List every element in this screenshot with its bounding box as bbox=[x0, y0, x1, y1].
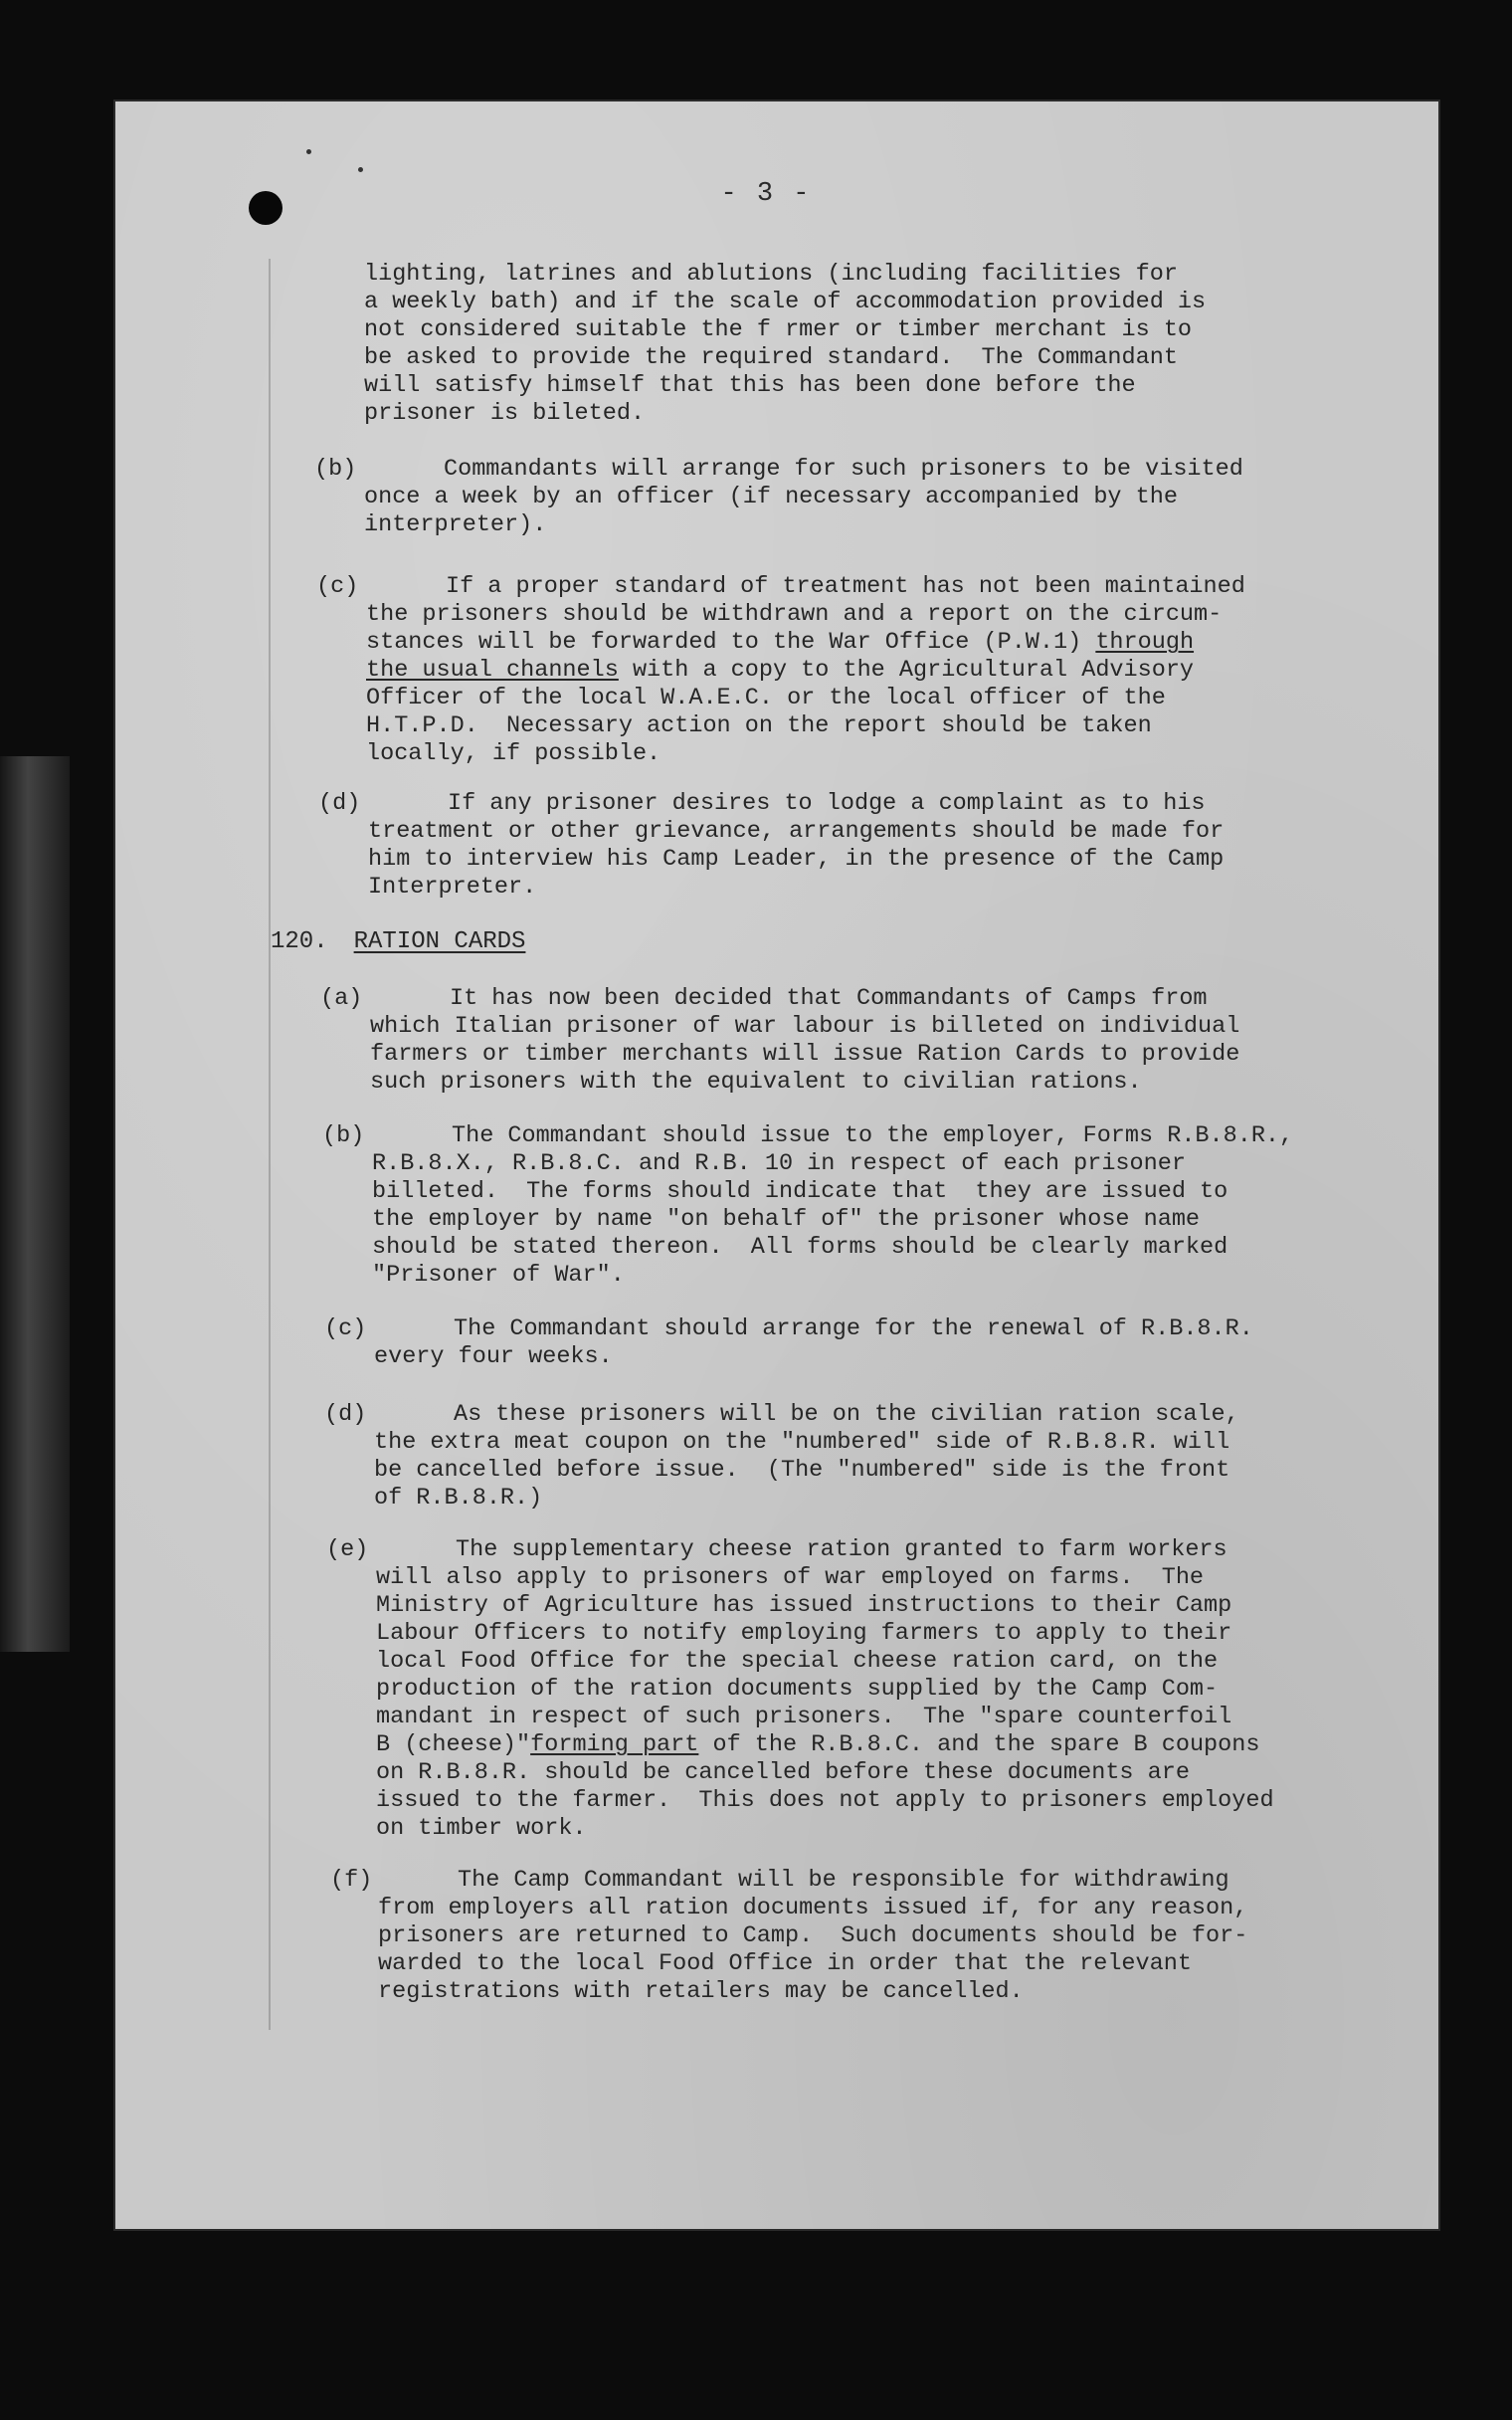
intro-paragraph bbox=[364, 261, 1206, 428]
text-line: lighting, latrines and ablutions (including facilities for bbox=[364, 261, 1178, 288]
text-line: Commandants will arrange for such prisoners to be visited bbox=[444, 456, 1243, 483]
text-line: on R.B.8.R. should be cancelled before these documents are bbox=[376, 1759, 1190, 1786]
text-line: The Camp Commandant will be responsible for withdrawing bbox=[458, 1867, 1229, 1894]
para-d-label: (d) bbox=[318, 790, 361, 817]
sec-f bbox=[378, 1867, 1247, 2006]
para-b-label: (b) bbox=[314, 456, 357, 483]
text-line: local Food Office for the special cheese ration card, on the bbox=[376, 1648, 1219, 1675]
sec-a-label: (a) bbox=[320, 985, 363, 1012]
text-line: prisoner is bileted. bbox=[364, 400, 646, 427]
text-line: should be stated thereon. All forms should be clearly marked bbox=[372, 1234, 1228, 1261]
section-heading bbox=[271, 927, 525, 957]
text-line: on timber work. bbox=[376, 1815, 587, 1842]
margin-rule bbox=[269, 259, 271, 2030]
para-d bbox=[368, 790, 1224, 902]
text-line: registrations with retailers may be cancelled. bbox=[378, 1978, 1024, 2005]
text-line: a weekly bath) and if the scale of accommodation provided is bbox=[364, 289, 1207, 315]
text-line: If a proper standard of treatment has not been maintained bbox=[446, 573, 1245, 600]
sec-c bbox=[374, 1315, 1253, 1371]
text-line bbox=[366, 629, 1245, 657]
text-line: H.T.P.D. Necessary action on the report should be taken bbox=[366, 712, 1152, 739]
text-line: "Prisoner of War". bbox=[372, 1262, 625, 1289]
text-line: not considered suitable the f rmer or timber merchant is to bbox=[364, 316, 1193, 343]
text-line: If any prisoner desires to lodge a complaint as to his bbox=[448, 790, 1206, 817]
sec-b-label: (b) bbox=[322, 1122, 365, 1149]
para-c bbox=[366, 573, 1245, 768]
text-line bbox=[366, 657, 1245, 685]
para-c-label: (c) bbox=[316, 573, 359, 600]
sec-c-label: (c) bbox=[324, 1315, 367, 1342]
text-line: be cancelled before issue. (The "numbered" side is the front bbox=[374, 1457, 1230, 1484]
text-line: issued to the farmer. This does not apply to prisoners employed bbox=[376, 1787, 1274, 1814]
text-line: which Italian prisoner of war labour is billeted on individual bbox=[370, 1013, 1240, 1040]
text-line: him to interview his Camp Leader, in the presence of the Camp bbox=[368, 846, 1225, 873]
text-line: R.B.8.X., R.B.8.C. and R.B. 10 in respect of each prisoner bbox=[372, 1150, 1186, 1177]
text-line: such prisoners with the equivalent to civilian rations. bbox=[370, 1069, 1142, 1096]
text-line: Ministry of Agriculture has issued instructions to their Camp bbox=[376, 1592, 1232, 1619]
text-line: will also apply to prisoners of war employed on farms. The bbox=[376, 1564, 1205, 1591]
text-line: every four weeks. bbox=[374, 1343, 613, 1370]
sec-e-label: (e) bbox=[326, 1536, 369, 1563]
text-line: interpreter). bbox=[364, 511, 547, 538]
text-line: farmers or timber merchants will issue Ration Cards to provide bbox=[370, 1041, 1240, 1068]
text-line: from employers all ration documents issued if, for any reason, bbox=[378, 1895, 1248, 1921]
text-line: of R.B.8.R.) bbox=[374, 1485, 543, 1512]
section-number: 120. bbox=[271, 928, 328, 955]
text-line: As these prisoners will be on the civilian ration scale, bbox=[454, 1401, 1239, 1428]
text-line: The supplementary cheese ration granted to farm workers bbox=[456, 1536, 1228, 1563]
text-line: mandant in respect of such prisoners. The "spare counterfoil bbox=[376, 1704, 1232, 1730]
text-line: Labour Officers to notify employing farmers to apply to their bbox=[376, 1620, 1232, 1647]
text-line: The Commandant should arrange for the renewal of R.B.8.R. bbox=[454, 1315, 1253, 1342]
text-line: the prisoners should be withdrawn and a report on the circum- bbox=[366, 601, 1223, 628]
para-b bbox=[364, 456, 1243, 539]
sec-f-label: (f) bbox=[330, 1867, 373, 1894]
underlined-text: the usual channels bbox=[366, 657, 619, 684]
text-line: be asked to provide the required standard. The Commandant bbox=[364, 344, 1178, 371]
text-segment: with a copy to the Agricultural Advisory bbox=[618, 657, 1195, 684]
text-line: will satisfy himself that this has been done before the bbox=[364, 372, 1136, 399]
text-line: The Commandant should issue to the employer, Forms R.B.8.R., bbox=[452, 1122, 1294, 1149]
text-line bbox=[376, 1731, 1274, 1759]
text-line: Interpreter. bbox=[368, 874, 537, 901]
text-line: It has now been decided that Commandants of Camps from bbox=[450, 985, 1208, 1012]
sec-a bbox=[370, 985, 1239, 1097]
speck bbox=[358, 167, 363, 172]
sec-d-label: (d) bbox=[324, 1401, 367, 1428]
text-line: production of the ration documents supplied by the Camp Com- bbox=[376, 1676, 1219, 1703]
text-line: warded to the local Food Office in order that the relevant bbox=[378, 1950, 1192, 1977]
text-segment: B (cheese)" bbox=[376, 1731, 531, 1758]
sec-b bbox=[372, 1122, 1293, 1290]
section-title: RATION CARDS bbox=[353, 928, 526, 955]
text-line: Officer of the local W.A.E.C. or the local officer of the bbox=[366, 685, 1166, 711]
sec-d bbox=[374, 1401, 1239, 1512]
punch-hole bbox=[249, 191, 283, 225]
underlined-text: forming part bbox=[530, 1731, 699, 1758]
page-number: - 3 - bbox=[720, 179, 812, 209]
text-line: the extra meat coupon on the "numbered" side of R.B.8.R. will bbox=[374, 1429, 1230, 1456]
text-line: billeted. The forms should indicate that they are issued to bbox=[372, 1178, 1228, 1205]
text-segment: stances will be forwarded to the War Office (P.W.1) bbox=[366, 629, 1096, 656]
scan-edge bbox=[0, 756, 70, 1652]
text-segment: of the R.B.8.C. and the spare B coupons bbox=[698, 1731, 1260, 1758]
text-line: locally, if possible. bbox=[366, 740, 662, 767]
text-line: once a week by an officer (if necessary accompanied by the bbox=[364, 484, 1178, 510]
text-line: treatment or other grievance, arrangements should be made for bbox=[368, 818, 1225, 845]
speck bbox=[306, 149, 311, 154]
text-line: prisoners are returned to Camp. Such documents should be for- bbox=[378, 1922, 1248, 1949]
sec-e bbox=[376, 1536, 1274, 1843]
underlined-text: through bbox=[1095, 629, 1195, 656]
text-line: the employer by name "on behalf of" the prisoner whose name bbox=[372, 1206, 1201, 1233]
